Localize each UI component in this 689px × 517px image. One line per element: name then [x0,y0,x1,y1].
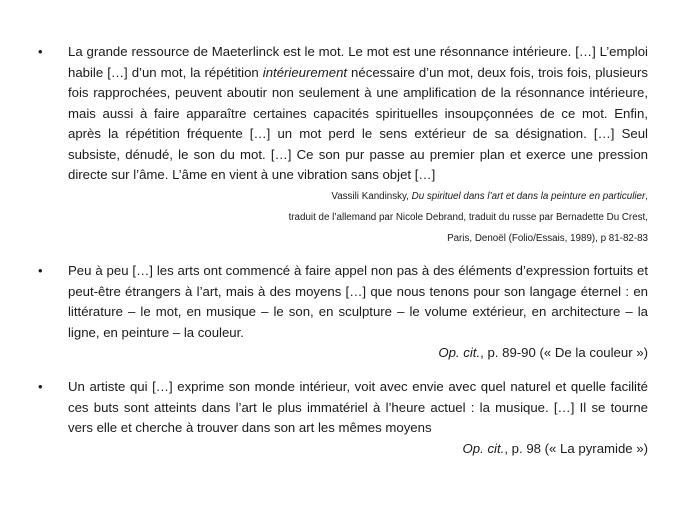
citation-1-line-3: Paris, Denoël (Folio/Essais, 1989), p 81-82-83 [447,232,648,244]
quote-item-3 [38,377,648,459]
citation-3-rest: , p. 98 (« La pyramide ») [504,440,648,456]
quote-3-citation [68,439,648,460]
citation-2-ref: Op. cit. [438,345,481,360]
quote-1-emphasis: intérieurement [262,64,348,80]
quote-1-text-part-1: La grande ressource de Maeterlinck est le mot. Le mot est une résonnance intérieure. […] L’emploi habile […] d’un mot, la répétition [68,44,648,80]
quote-item-1 [38,42,649,249]
bullet-icon: • [38,379,43,394]
citation-2-rest: , p. 89-90 (« De la couleur ») [480,345,648,360]
quote-1-text-part-2: nécessaire d’un mot, deux fois, trois fois, plusieurs fois rapprochées, peuvent aboutir non seulement à une amplification de la résonnance intérieure, mais aussi à faire apparaître certaines capacités spirituelles insoupçonnées de ce mot. Enfin, après la répétition fréquente […] un mot perd le sens extérieur de sa désignation. […] Seul subsiste, dénudé, le son du mot. […] Ce son pur passe au premier plan et exerce une pression directe sur l’âme. L’âme en vient à une vibration sans objet […] [68,64,649,182]
citation-author: Vassili Kandinsky, [331,190,412,202]
citation-1-line-2: traduit de l’allemand par Nicole Debrand, traduit du russe par Bernadette Du Crest, [288,211,648,223]
citation-punct: , [645,190,648,202]
citation-3-ref: Op. cit. [462,440,505,456]
citation-3-line [68,439,648,460]
quote-item-2 [38,261,648,364]
quote-1-text [68,42,648,186]
bullet-icon: • [38,263,43,278]
bullet-icon: • [38,44,43,59]
citation-1-line-1 [68,186,648,207]
citation-2-line [68,343,648,364]
quote-2-citation [68,343,648,364]
quote-2-text: Peu à peu […] les arts ont commencé à faire appel non pas à des éléments d’expression fortuits et peut-être étrangers à l’art, mais à des moyens […] que nous tenons pour son langage éternel : en littérature – le mot, en musique – le son, en sculpture – le volume extérieur, en architecture – la ligne, en peinture – la couleur. [68,263,648,340]
citation-book-title: Du spirituel dans l’art et dans la peinture en particulier [411,190,646,202]
quote-1-citation [68,186,648,249]
quote-3-text: Un artiste qui […] exprime son monde intérieur, voit avec envie avec quel naturel et quelle facilité ces buts sont atteints dans l’art le plus immatériel à l’heure actuel : la musique. […] Il se tourne vers elle et cherche à trouver dans son art les mêmes moyens [68,379,648,435]
